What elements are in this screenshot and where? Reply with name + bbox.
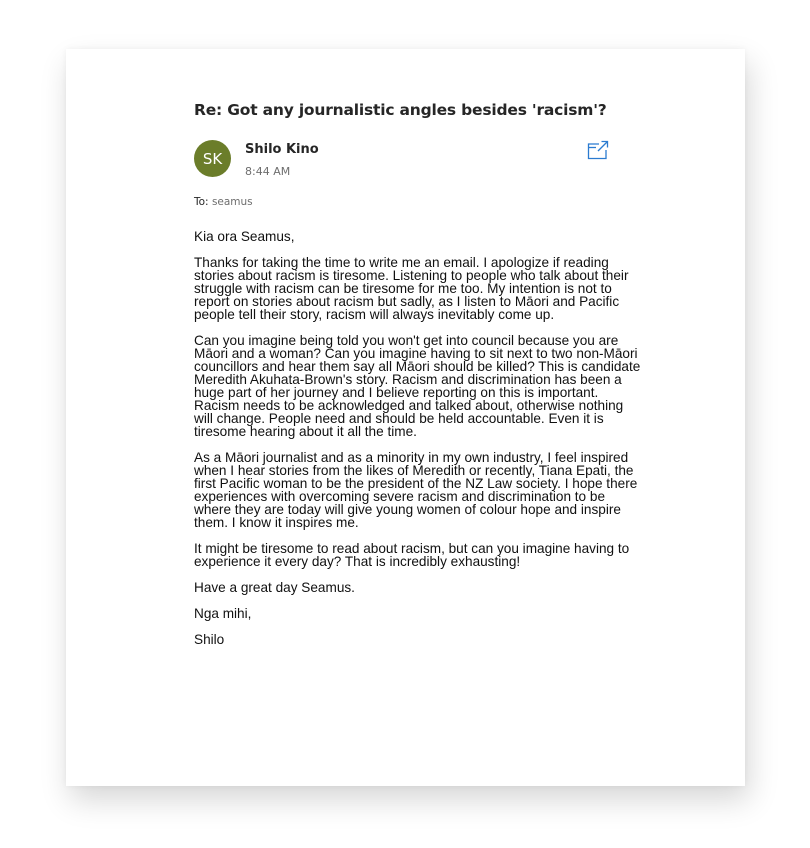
body-paragraph: As a Māori journalist and as a minority in my own industry, I feel inspired when I hear stories from the likes of Meredith or recently, Tiana Epati, the first Pacific woman to be the president of the NZ Law society. I hope there experiences with overcoming severe racism and discrimination to be where they are today will give young women of colour hope and inspire them. I know it inspires me.	[194, 450, 638, 530]
to-label: To:	[194, 196, 209, 208]
sender-avatar[interactable]	[194, 140, 231, 177]
avatar-initials: SK	[202, 149, 223, 168]
email-subject: Re: Got any journalistic angles besides 'racism'?	[194, 101, 607, 119]
body-sign-off: Nga mihi,	[194, 606, 252, 621]
email-reading-pane	[66, 49, 745, 786]
body-paragraph: Can you imagine being told you won't get into council because you are Māori and a woman? Can you imagine having to sit next to two non-Māori councillors and hear them say all Māori should be killed? This is candidate Meredith Akuhata-Brown's story. Racism and discrimination has been a huge part of her journey and I believe reporting on this is important. Racism needs to be acknowledged and talked about, otherwise nothing will change. People need and should be held accountable. Even it is tiresome hearing about it all the time.	[194, 333, 641, 439]
recipient-line	[194, 196, 253, 208]
open-in-new-window-button[interactable]	[587, 140, 609, 160]
recipient-name[interactable]: seamus	[211, 196, 253, 208]
body-signature: Shilo	[194, 632, 225, 647]
body-closing-line: Have a great day Seamus.	[194, 580, 355, 595]
email-body	[194, 230, 644, 646]
body-paragraph: It might be tiresome to read about racism, but can you imagine having to experience it every day? That is incredibly exhausting!	[194, 541, 630, 569]
email-timestamp: 8:44 AM	[245, 165, 291, 178]
open-in-new-window-icon	[587, 140, 609, 160]
sender-name[interactable]: Shilo Kino	[245, 142, 319, 157]
body-greeting: Kia ora Seamus,	[194, 229, 295, 244]
body-paragraph: Thanks for taking the time to write me an email. I apologize if reading stories about racism is tiresome. Listening to people who talk about their struggle with racism can be tiresome for me too. My intention is not to report on stories about racism but sadly, as I listen to Māori and Pacific people tell their story, racism will always inevitably come up.	[194, 255, 629, 322]
